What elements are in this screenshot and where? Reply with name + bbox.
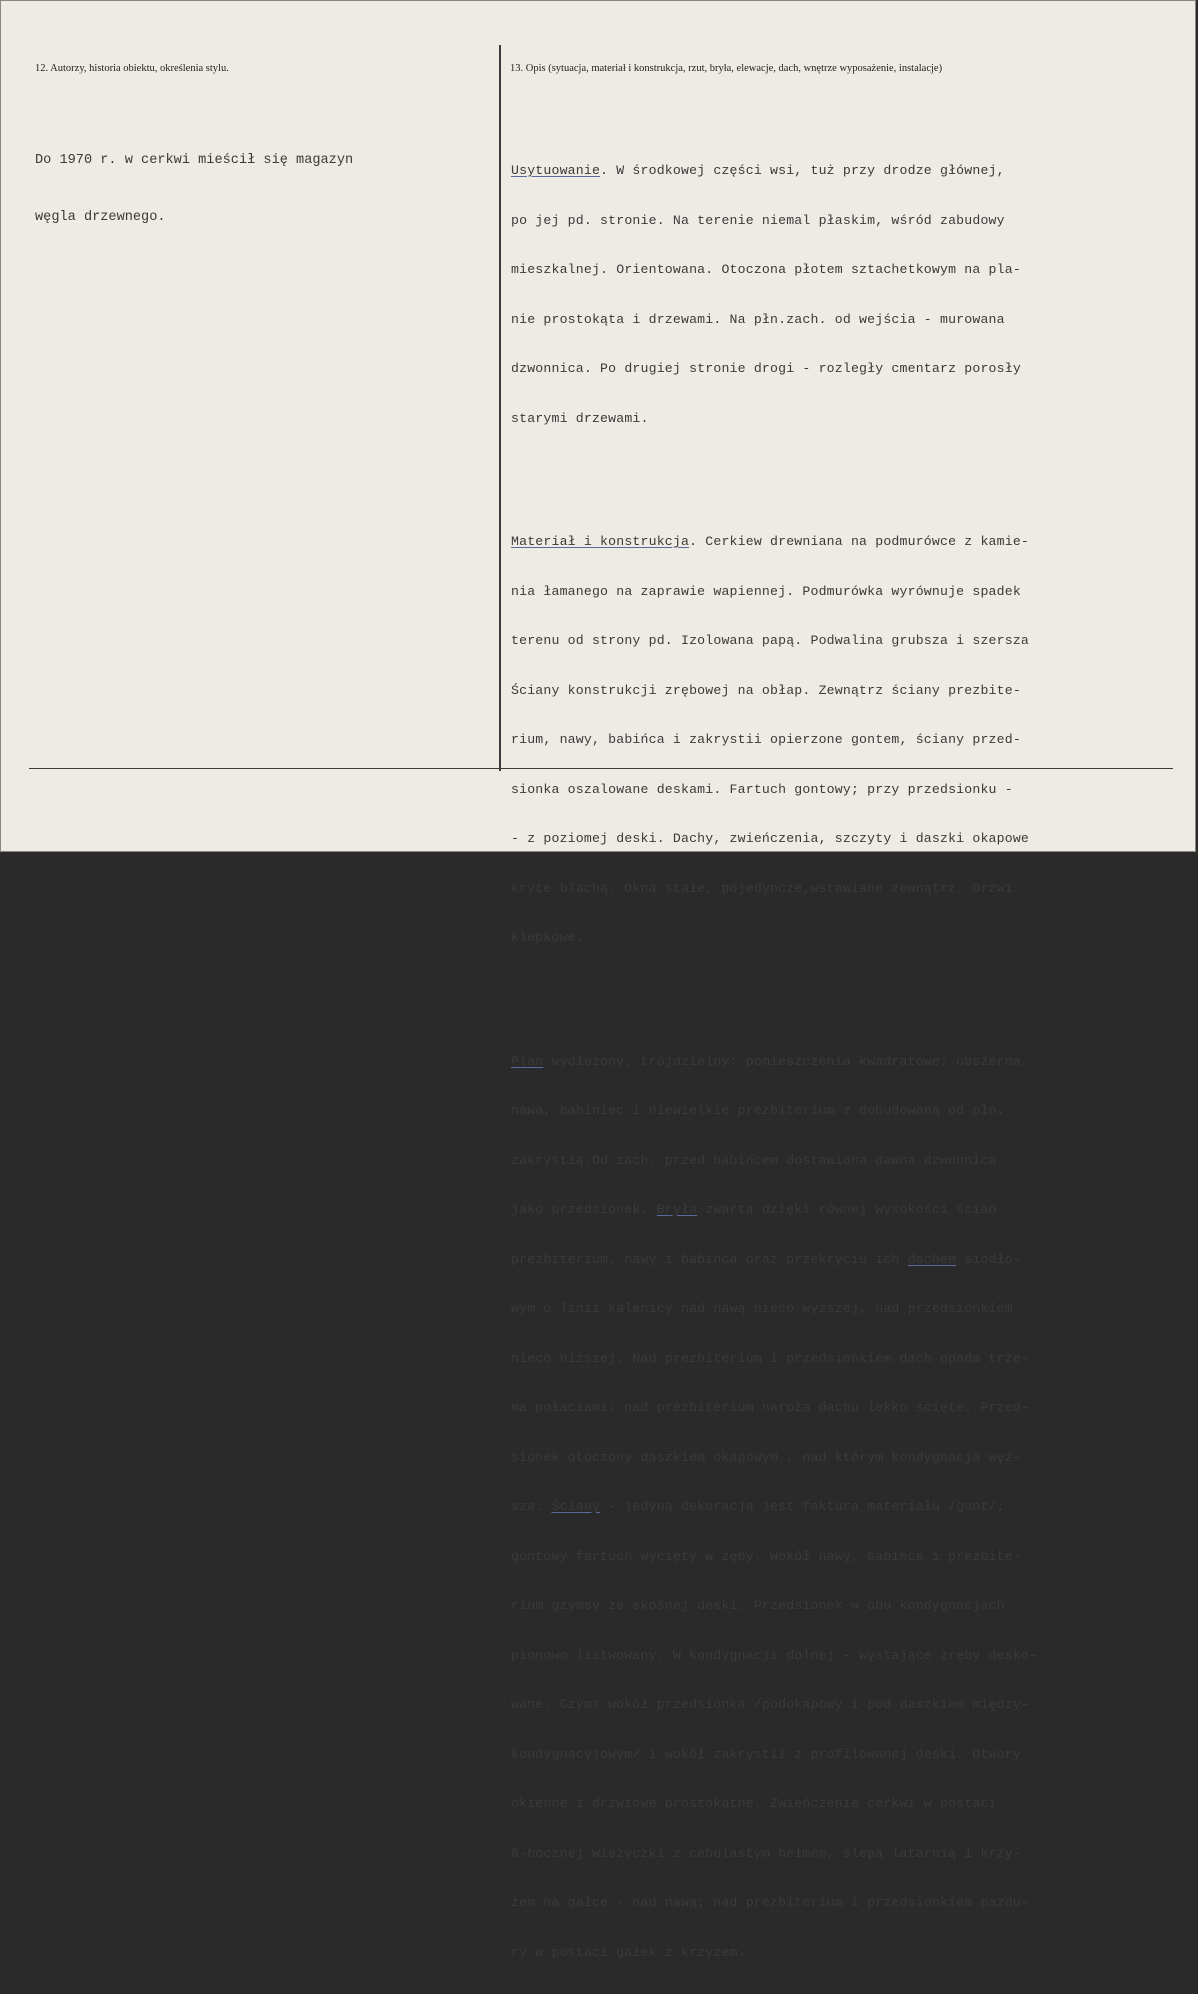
text-line: okienne i drzwiowe prostokątne. Zwieńczenie cerkwi w postaci (511, 1796, 997, 1811)
text-line: starymi drzewami. (511, 410, 649, 426)
text-line: rium, nawy, babińca i zakrystii opierzone gontem, ściany przed- (511, 732, 1021, 747)
text-line: Do 1970 r. w cerkwi mieścił się magazyn (35, 153, 354, 168)
section-heading-usytuowanie: Usytuowanie (511, 163, 601, 178)
text-line: sionka oszalowane deskami. Fartuch gontowy; przy przedsionku - (511, 781, 1013, 797)
text-line: ma połaciami; nad prezbiterium naroża dachu lekko ścięte. Przed- (511, 1400, 1030, 1415)
text-line: sionek otoczony daszkiem okapowym , nad którym kondygnacja węż- (511, 1449, 1021, 1465)
field-12-label: 12. Autorzy, historia obiektu, określenia stylu. (35, 63, 229, 74)
text-line: pionowo listwowany. W kondygnacji dolnej - wystające zręby desko- (511, 1647, 1038, 1663)
text-line: zakrystią.Od zach. przed babińcem dostawiona dawna dzwonnica (511, 1152, 997, 1168)
text-line: Materiał i konstrukcja. Cerkiew drewniana na podmurówce z kamie- (511, 534, 1030, 549)
text-line: kryte blachą. Okna stałe, pojedyncze,wstawiane zewnątrz. Drzwi (511, 880, 1013, 896)
text-line: po jej pd. stronie. Na terenie niemal płaskim, wśród zabudowy (511, 212, 1005, 228)
section-heading-bryla: Bryła (656, 1202, 698, 1217)
text-line: nieco niższej. Nad prezbiterium i przedsionkiem dach opada trze- (511, 1350, 1030, 1366)
text-line: terenu od strony pd. Izolowana papą. Podwalina grubsza i szersza (511, 633, 1030, 648)
text-line: - z poziomej deski. Dachy, zwieńczenia, szczyty i daszki okapowe (511, 831, 1030, 846)
text-line: nie prostokąta i drzewami. Na płn.zach. od wejścia - murowana (511, 311, 1005, 327)
text-line: nawa, babiniec i niewielkie prezbiterium z dobudowaną od płn. (511, 1103, 1005, 1118)
text-line: rium gzymsy ze skośnej deski. Przedsionek w obu kondygnacjach (511, 1598, 1005, 1613)
text-line: wane. Gzyms wokół przedsionka /podokapowy i pod daszkiem między- (511, 1697, 1030, 1712)
section-heading-sciany: Ściany (551, 1499, 601, 1514)
text-line: kondygnacyjowym/ i wokół zakrystii z profilowanej deski. Otwory (511, 1746, 1021, 1762)
text-line: gontowy fartuch wycięty w zęby. Wokół nawy, babińca i prezbite- (511, 1548, 1021, 1564)
section-heading-plan: Plan (511, 1053, 544, 1069)
text-line: jako przedsionek. Bryła zwarta dzięki równej wysokości ścian (511, 1202, 997, 1217)
column-divider (499, 45, 501, 771)
text-line: klepkowe. (511, 930, 584, 945)
section-heading-material: Materiał i konstrukcja (511, 534, 690, 549)
field-13-content (511, 97, 1037, 1994)
text-line: 8-bocznej wieżyczki z cebulastym hełmem, ślepą latarnią i krzy- (511, 1845, 1021, 1861)
field-12-content (35, 113, 353, 265)
text-line: żem na gałce - nad nawą; nad prezbiterium i przedsionkiem pazdu- (511, 1895, 1030, 1910)
text-line: Plan wydłużony, trójdzielny: pomieszczenia kwadratowe; obszerna (511, 1053, 1021, 1069)
text-line: prezbiterium, nawy i babińca oraz przekryciu ich dachem siodło- (511, 1251, 1021, 1267)
text-line: Usytuowanie. W środkowej części wsi, tuż przy drodze głównej, (511, 163, 1005, 178)
text-line: sza. Ściany - jedyną dekoracją jest faktura materiału /gont/; (511, 1499, 1005, 1514)
text-line: ry w postaci gałek z krzyżem. (511, 1944, 746, 1960)
text-line: nia łamanego na zaprawie wapiennej. Podmurówka wyrównuje spadek (511, 583, 1021, 599)
text-line: Ściany konstrukcji zrębowej na obłap. Zewnątrz ściany prezbite- (511, 682, 1021, 698)
text-line: węgla drzewnego. (35, 210, 166, 225)
text-line: wym o linii kalenicy nad nawą nieco wyższej, nad przedsionkiem (511, 1301, 1013, 1316)
text-line: mieszkalnej. Orientowana. Otoczona płotem sztachetkowym na pla- (511, 262, 1021, 277)
field-13-label: 13. Opis (sytuacja, materiał i konstrukcja, rzut, bryła, elewacje, dach, wnętrze wyposażenie, instalacje) (510, 63, 943, 74)
section-heading-dachem: dachem (907, 1251, 957, 1267)
text-line: dzwonnica. Po drugiej stronie drogi - rozległy cmentarz porosły (511, 361, 1021, 376)
